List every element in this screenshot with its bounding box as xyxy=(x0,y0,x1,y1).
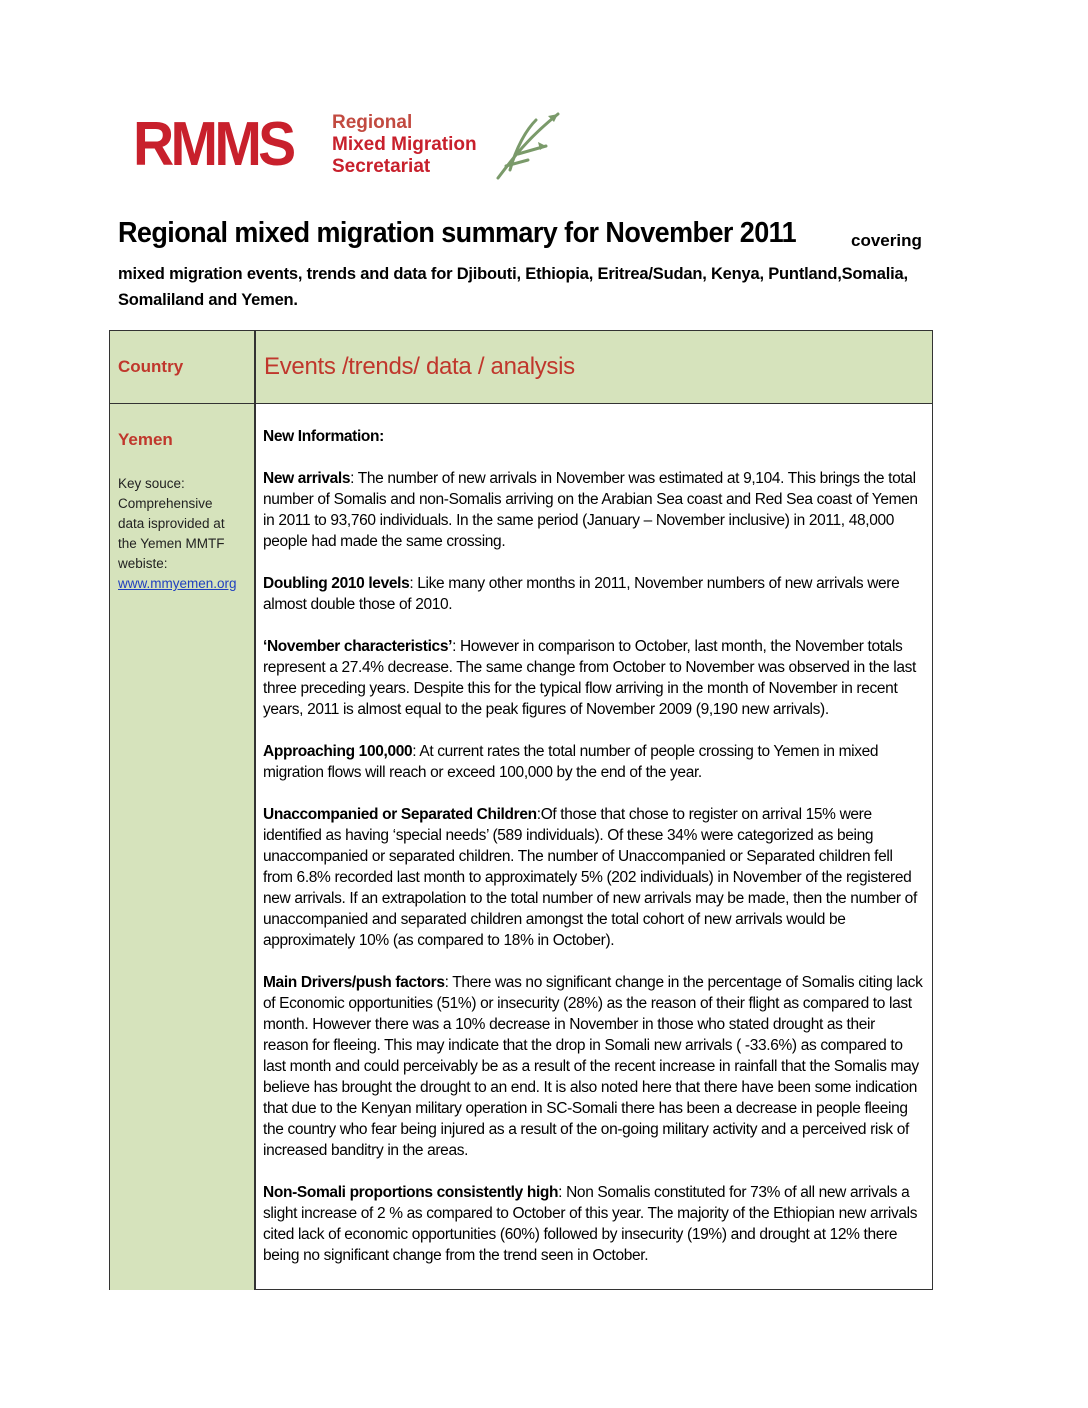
paragraph-text: Non Somalis constituted for 73% of all new arrivals a slight increase of 2 % as compared to October of this year. The majority of the Ethiopian new arrivals cited lack of economic opportunities (60%) followed by insecurity (19%) and drought at 12% there being no significant change from the trend seen in October. xyxy=(263,1184,918,1264)
document-title xyxy=(118,217,938,250)
paragraph-label: New arrivals xyxy=(263,470,351,487)
source-line: Key souce: xyxy=(118,476,185,491)
paragraph-text: Of those that chose to register on arrival 15% were identified as having ‘special needs’ (589 individuals). Of these 34% were categorized as being unaccompanied or separated children. The number of Unaccompanied or Separated children fell from 6.8% recorded last month to approximately 5% (202 individuals) in November of the registered new arrivals. If an extrapolation to the total number of new arrivals may be made, then the number of unaccompanied and separated children amongst the total cohort of new arrivals would be approximately 10% (as compared to 18% in October). xyxy=(263,806,917,949)
rmms-logo xyxy=(133,108,573,188)
country-name: Yemen xyxy=(118,430,173,449)
paragraph-label: ‘November characteristics’ xyxy=(263,638,453,655)
paragraph-label: Unaccompanied or Separated Children xyxy=(263,806,537,823)
paragraph-approaching xyxy=(263,741,923,783)
paragraph-november xyxy=(263,636,923,720)
events-content xyxy=(263,426,923,1287)
source-line: data isprovided at xyxy=(118,516,225,531)
paragraph-sep: : xyxy=(412,743,420,760)
paragraph-text: There was no significant change in the percentage of Somalis citing lack of Economic opportunities (51%) or insecurity (28%) as the reason of their flight as compared to last month. However there was a 10% decrease in November in those who stated drought as their reason for fleeing. This may indicate that the drop in Somali new arrivals ( -33.6%) as compared to last month and could perceivably be as a result of the recent increase in rainfall that the Somalis may believe has brought the drought to an end. It is also noted here that there have been some indication that due to the Kenyan military operation in SC-Somali there has been a decrease in people fleeing the country who fear being injured as a result of the on-going military activity and a perceived risk of increased banditry in the areas. xyxy=(263,974,923,1159)
paragraph-sep: : xyxy=(558,1184,567,1201)
title-main: Regional mixed migration summary for November 2011 xyxy=(118,217,797,249)
header-events: Events /trends/ data / analysis xyxy=(264,353,575,380)
paragraph-sep: : xyxy=(536,806,541,823)
key-source xyxy=(118,474,250,594)
paragraph-drivers xyxy=(263,972,923,1161)
new-info-heading xyxy=(263,426,923,447)
paragraph-new-arrivals xyxy=(263,468,923,552)
source-line: Comprehensive xyxy=(118,496,213,511)
paragraph-children xyxy=(263,804,923,951)
paragraph-text: At current rates the total number of people crossing to Yemen in mixed migration flows will reach or exceed 100,000 by the end of the year. xyxy=(263,743,879,781)
logo-mark: RMMS xyxy=(133,110,293,179)
logo-text xyxy=(332,112,477,178)
source-line: webiste: xyxy=(118,556,168,571)
country-column xyxy=(110,404,254,1290)
source-link[interactable]: www.mmyemen.org xyxy=(118,576,237,591)
logo-line-3: Secretariat xyxy=(332,156,431,177)
title-tail: covering xyxy=(851,231,922,250)
column-divider xyxy=(254,331,256,1289)
paragraph-sep: : xyxy=(452,638,460,655)
paragraph-label: Doubling 2010 levels xyxy=(263,575,410,592)
paragraph-sep: : xyxy=(409,575,418,592)
paragraph-label: Main Drivers/push factors xyxy=(263,974,445,991)
header-country: Country xyxy=(118,357,184,376)
paragraph-text: Like many other months in 2011, November numbers of new arrivals were almost double those of 2010. xyxy=(263,575,900,613)
paragraph-doubling xyxy=(263,573,923,615)
document-subtitle: mixed migration events, trends and data for Djibouti, Ethiopia, Eritrea/Sudan, Kenya, Puntland,Somalia, Somaliland and Yemen. xyxy=(118,265,908,309)
logo-line-1: Regional xyxy=(332,112,413,133)
paragraph-sep: : xyxy=(350,470,358,487)
paragraph-text: The number of new arrivals in November was estimated at 9,104. This brings the total number of Somalis and non-Somalis arriving on the Arabian Sea coast and Red Sea coast of Yemen in 2011 to 93,760 individuals. In the same period (January – November inclusive) in 2011, 48,000 people had made the same crossing. xyxy=(263,470,918,550)
flying-bird-icon xyxy=(488,108,568,188)
paragraph-sep: : xyxy=(444,974,453,991)
paragraph-label: Non-Somali proportions consistently high xyxy=(263,1184,559,1201)
paragraph-label: Approaching 100,000 xyxy=(263,743,413,760)
summary-table xyxy=(109,330,933,1290)
logo-line-2: Mixed Migration xyxy=(332,134,477,155)
table-header xyxy=(110,331,932,404)
source-line: the Yemen MMTF xyxy=(118,536,225,551)
paragraph-non-somali xyxy=(263,1182,923,1266)
new-info-label: New Information: xyxy=(263,428,384,445)
paragraph-text: However in comparison to October, last month, the November totals represent a 27.4% decrease. The same change from October to November was observed in the last three preceding years. Despite this for the typical flow arriving in the month of November in recent years, 2011 is almost equal to the peak figures of November 2009 (9,190 new arrivals). xyxy=(263,638,916,718)
